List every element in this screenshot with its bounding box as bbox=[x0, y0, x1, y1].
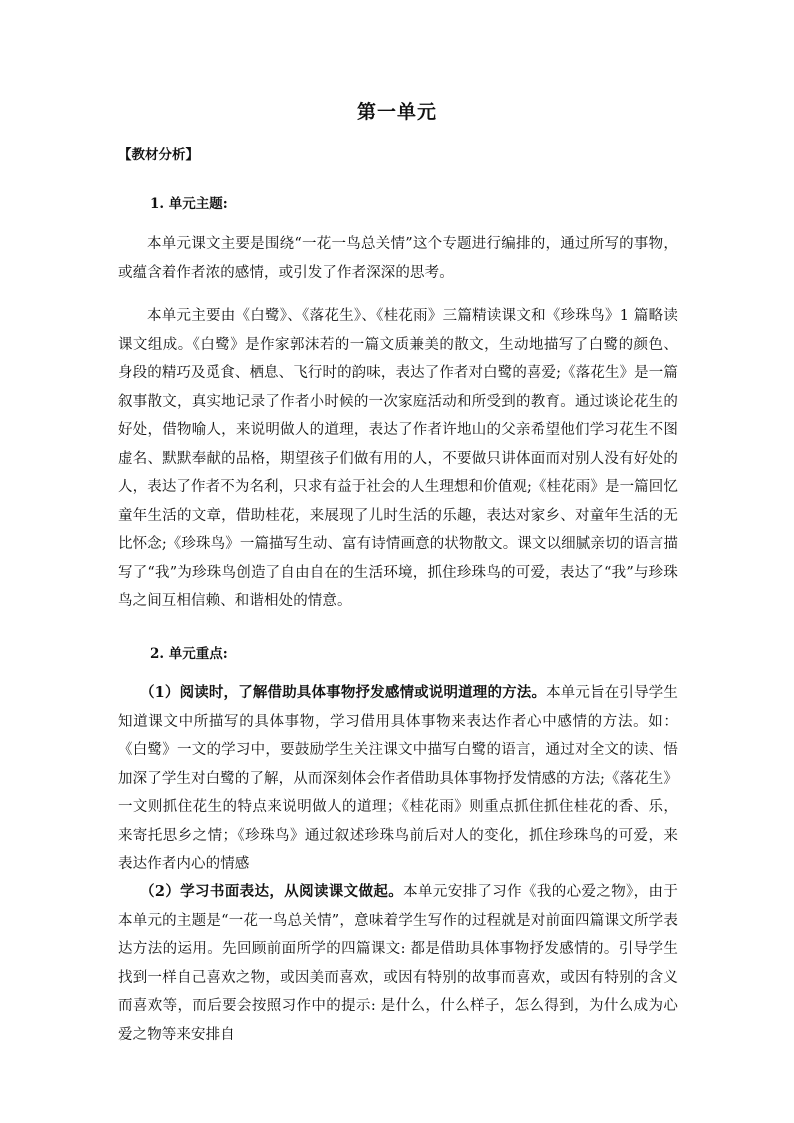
paragraph-focus-writing bbox=[118, 878, 678, 1049]
heading-unit-focus: 2. 单元重点: bbox=[150, 646, 228, 662]
section-label: 【教材分析】 bbox=[118, 147, 199, 163]
focus-writing-body: 本单元安排了习作《我的心爱之物》，由于本单元的主题是“一花一鸟总关情”，意味着学生写作的过程就是对前面四篇课文所学表达方法的运用。先回顾前面所学的四篇课文: 都是借助具体事物抒发感情的。引导学生找到一样自己喜欢之物，或因美而喜欢，或因有特别的故事而喜欢，或因有特别的含义而喜欢等，而后要会按照习作中的提示: 是什么，什么样子，怎么得到，为什么成为心爱之物等来安排自 bbox=[118, 884, 678, 1043]
focus-writing-lead: （2）学习书面表达，从阅读课文做起。 bbox=[140, 883, 404, 900]
focus-reading-lead: （1）阅读时，了解借助具体事物抒发感情或说明道理的方法。 bbox=[140, 684, 547, 701]
page-title: 第一单元 bbox=[356, 101, 437, 123]
heading-unit-theme: 1. 单元主题: bbox=[150, 196, 228, 212]
focus-reading-body: 本单元旨在引导学生知道课文中所描写的具体事物，学习借用具体事物来表达作者心中感情的方法。如：《白鹭》一文的学习中，要鼓励学生关注课文中描写白鹭的语言，通过对全文的读、悟加深了学生对白鹭的了解，从而深刻体会作者借助具体事物抒发情感的方法;《落花生》一文则抓住花生的特点来说明做人的道理；《桂花雨》则重点抓住抓住桂花的香、乐，来寄托思乡之情；《珍珠鸟》通过叙述珍珠鸟前后对人的变化，抓住珍珠鸟的可爱，来表达作者内心的情感 bbox=[118, 685, 678, 872]
paragraph-unit-composition: 本单元主要由《白鹭》、《落花生》、《桂花雨》三篇精读课文和《珍珠鸟》1 篇略读课文组成。《白鹭》是作家郭沫若的一篇文质兼美的散文，生动地描写了白鹭的颜色、身段的精巧及觅食、栖息、飞行时的韵味，表达了作者对白鹭的喜爱;《落花生》是一篇叙事散文，真实地记录了作者小时候的一次家庭活动和所受到的教育。通过谈论花生的好处，借物喻人，来说明做人的道理，表达了作者许地山的父亲希望他们学习花生不图虚名、默默奉献的品格，期望孩子们做有用的人，不要做只讲体面而对别人没有好处的人，表达了作者不为名利，只求有益于社会的人生理想和价值观;《桂花雨》是一篇回忆童年生活的文章，借助桂花，来展现了儿时生活的乐趣，表达对家乡、对童年生活的无比怀念;《珍珠鸟》一篇描写生动、富有诗情画意的状物散文。课文以细腻亲切的语言描写了“我”为珍珠鸟创造了自由自在的生活环境，抓住珍珠鸟的可爱，表达了“我”与珍珠鸟之间互相信赖、和谐相处的情意。 bbox=[118, 308, 678, 609]
paragraph-focus-reading bbox=[118, 679, 678, 879]
paragraph-theme-intro: 本单元课文主要是围绕“一花一鸟总关情”这个专题进行编排的，通过所写的事物，或蕴含着作者浓的感情，或引发了作者深深的思考。 bbox=[118, 236, 678, 281]
